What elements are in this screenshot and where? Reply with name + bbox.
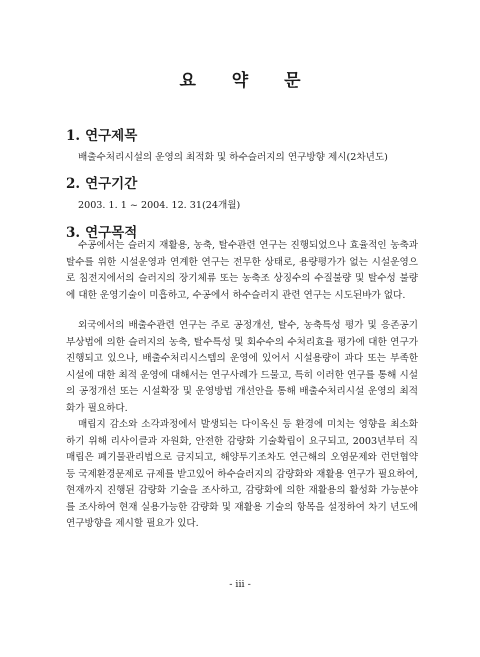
section-1-body: 배출수처리시설의 운영의 최적화 및 하수슬러지의 연구방향 제시(2차년도) <box>78 152 388 163</box>
section-1-number: 1. <box>66 128 81 144</box>
section-2-heading <box>66 172 137 192</box>
section-2-body: 2003. 1. 1 ~ 2004. 12. 31(24개월) <box>78 200 241 211</box>
section-3-paragraph: 매립지 감소와 소각과정에서 발생되는 다이옥신 등 환경에 미치는 영향을 최소화 하기 위해 리사이클과 자원화, 안전한 감량화 기술확립이 요구되고, 2003년부터 직매립은 폐기물관리법으로 금지되고, 해양투기조차도 연근해의 오염문제와 런던협약 등 국제환경문제로 규제를 받고있어 하수슬러지의 감량화와 재활용 연구가 필요하여, 현재까지 진행된 감량화 기술을 조사하고, 감량화에 의한 재활용의 활성화 가능분야를 조사하여 현재 실용가능한 감량화 및 재활용 기술의 항목을 설정하여 차기 년도에 연구방향을 제시할 필요가 있다. <box>66 419 418 529</box>
page-number: - iii - <box>229 579 251 590</box>
section-3-title: 연구목적 <box>85 225 138 241</box>
section-2-title: 연구기간 <box>85 176 138 192</box>
section-2-number: 2. <box>66 176 81 192</box>
section-1-heading <box>66 124 137 144</box>
section-1-title: 연구제목 <box>85 128 138 144</box>
section-3-paragraph: 외국에서의 배출수관련 연구는 주로 공정개선, 탈수, 농축특성 평가 및 응존공기 부상법에 의한 슬러지의 농축, 탈수특성 및 회수수의 수처리효율 평가에 대한 연구가 진행되고 있으나, 배출수처리시스템의 운영에 있어서 시설용량이 과다 또는 부족한 시설에 대한 최적 운영에 대해서는 연구사례가 드물고, 특히 이러한 연구를 통해 시설의 공정개선 또는 시설확장 및 운영방법 개선안을 통해 배출수처리시설 운영의 최적화가 필요하다. <box>66 320 418 414</box>
section-3-number: 3. <box>66 225 81 241</box>
page-title: 요 약 문 <box>179 71 301 91</box>
section-3-paragraph: 수공에서는 슬러지 재활용, 농축, 탈수관련 연구는 진행되었으나 효율적인 농축과 탈수를 위한 시설운영과 연계한 연구는 전무한 상태로, 용량평가가 없는 시설운영으로 침전지에서의 슬러지의 장기체류 또는 농축조 상징수의 수질불량 및 탈수성 불량에 대한 운영기술이 미흡하고, 수공에서 하수슬러지 관련 연구는 시도된바가 없다. <box>66 240 418 301</box>
